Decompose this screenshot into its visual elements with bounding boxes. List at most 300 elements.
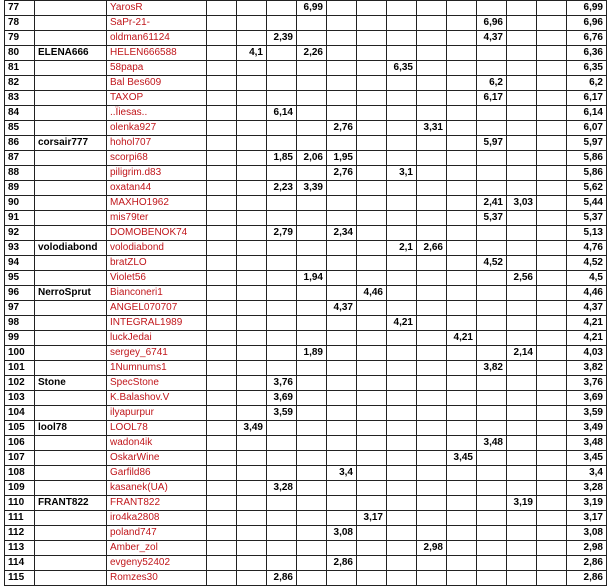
score-cell (477, 556, 507, 571)
score-cell: 3,59 (267, 406, 297, 421)
score-cell (297, 481, 327, 496)
score-cell (327, 76, 357, 91)
score-cell (447, 541, 477, 556)
total-cell: 5,13 (567, 226, 607, 241)
score-cell (387, 226, 417, 241)
player-cell: scorpi68 (107, 151, 207, 166)
score-cell: 4,37 (477, 31, 507, 46)
score-cell (297, 211, 327, 226)
score-cell (327, 481, 357, 496)
rank-cell: 83 (5, 91, 35, 106)
score-cell (387, 541, 417, 556)
score-cell (417, 211, 447, 226)
score-cell (417, 421, 447, 436)
score-cell (537, 256, 567, 271)
score-cell (267, 16, 297, 31)
score-cell (537, 16, 567, 31)
score-cell (447, 436, 477, 451)
score-cell: 6,99 (297, 1, 327, 16)
score-cell (507, 16, 537, 31)
score-cell (297, 451, 327, 466)
score-cell: 3,76 (267, 376, 297, 391)
table-row (5, 1, 607, 16)
score-cell (237, 316, 267, 331)
score-cell (447, 196, 477, 211)
score-cell (327, 346, 357, 361)
score-cell (357, 421, 387, 436)
team-cell (35, 466, 107, 481)
score-cell (237, 196, 267, 211)
team-cell: volodiabond (35, 241, 107, 256)
score-cell (477, 61, 507, 76)
score-cell (387, 91, 417, 106)
score-cell (207, 46, 237, 61)
score-cell (447, 91, 477, 106)
score-cell (507, 556, 537, 571)
score-cell (537, 376, 567, 391)
score-cell (447, 406, 477, 421)
total-cell: 3,76 (567, 376, 607, 391)
score-cell (537, 316, 567, 331)
score-cell (387, 481, 417, 496)
score-cell (417, 16, 447, 31)
table-row (5, 181, 607, 196)
table-row (5, 526, 607, 541)
score-cell (297, 286, 327, 301)
score-cell (477, 391, 507, 406)
score-cell (297, 106, 327, 121)
rank-cell: 88 (5, 166, 35, 181)
rank-cell: 98 (5, 316, 35, 331)
score-cell (327, 361, 357, 376)
table-row (5, 136, 607, 151)
score-cell (297, 571, 327, 586)
score-cell (327, 31, 357, 46)
score-cell (447, 136, 477, 151)
score-cell (417, 466, 447, 481)
score-cell (387, 46, 417, 61)
score-cell (297, 61, 327, 76)
score-cell (207, 301, 237, 316)
score-cell (327, 436, 357, 451)
team-cell (35, 541, 107, 556)
score-cell (477, 1, 507, 16)
score-cell: 2,66 (417, 241, 447, 256)
score-cell (357, 466, 387, 481)
score-cell (417, 331, 447, 346)
rank-cell: 108 (5, 466, 35, 481)
player-cell: MAXHO1962 (107, 196, 207, 211)
table-row (5, 496, 607, 511)
score-cell (357, 91, 387, 106)
score-cell: 6,96 (477, 16, 507, 31)
player-cell: luckJedai (107, 331, 207, 346)
team-cell: ELENA666 (35, 46, 107, 61)
score-cell (417, 76, 447, 91)
score-cell: 2,39 (267, 31, 297, 46)
score-cell (237, 451, 267, 466)
score-cell (447, 391, 477, 406)
score-cell (447, 16, 477, 31)
score-cell (447, 241, 477, 256)
score-cell (507, 61, 537, 76)
score-cell (477, 466, 507, 481)
score-cell (477, 121, 507, 136)
player-cell: 58papa (107, 61, 207, 76)
score-cell (267, 436, 297, 451)
score-cell (327, 286, 357, 301)
score-cell (207, 121, 237, 136)
score-cell (357, 31, 387, 46)
score-cell (357, 316, 387, 331)
table-row (5, 391, 607, 406)
player-cell: LOOL78 (107, 421, 207, 436)
score-cell (447, 361, 477, 376)
table-row (5, 376, 607, 391)
total-cell: 2,98 (567, 541, 607, 556)
player-cell: piligrim.d83 (107, 166, 207, 181)
rank-cell: 105 (5, 421, 35, 436)
player-cell: evgeny52402 (107, 556, 207, 571)
score-cell (507, 286, 537, 301)
score-cell (477, 271, 507, 286)
total-cell: 3,19 (567, 496, 607, 511)
total-cell: 6,14 (567, 106, 607, 121)
score-cell (237, 241, 267, 256)
score-cell (387, 271, 417, 286)
score-cell (267, 301, 297, 316)
score-cell (417, 481, 447, 496)
total-cell: 3,28 (567, 481, 607, 496)
score-cell (297, 196, 327, 211)
ranking-table (4, 0, 607, 586)
score-cell (207, 241, 237, 256)
score-cell (327, 61, 357, 76)
score-cell (537, 406, 567, 421)
score-cell (417, 31, 447, 46)
score-cell (297, 421, 327, 436)
score-cell (267, 451, 297, 466)
score-cell (387, 421, 417, 436)
score-cell (477, 451, 507, 466)
player-cell: poland747 (107, 526, 207, 541)
score-cell: 3,4 (327, 466, 357, 481)
score-cell (207, 16, 237, 31)
score-cell (477, 226, 507, 241)
score-cell (327, 391, 357, 406)
score-cell (387, 571, 417, 586)
score-cell (237, 556, 267, 571)
score-cell (267, 316, 297, 331)
score-cell (537, 541, 567, 556)
player-cell: TAXOP (107, 91, 207, 106)
table-row (5, 106, 607, 121)
score-cell (357, 541, 387, 556)
team-cell (35, 526, 107, 541)
table-row (5, 481, 607, 496)
score-cell (207, 91, 237, 106)
player-cell: wadon4ik (107, 436, 207, 451)
score-cell: 2,41 (477, 196, 507, 211)
score-cell (297, 526, 327, 541)
score-cell (387, 106, 417, 121)
player-cell: SaPr-21- (107, 16, 207, 31)
score-cell (477, 331, 507, 346)
team-cell (35, 481, 107, 496)
score-cell (327, 511, 357, 526)
score-cell (237, 136, 267, 151)
score-cell (507, 46, 537, 61)
table-row (5, 61, 607, 76)
player-cell: 1Numnums1 (107, 361, 207, 376)
player-cell: ..Ïiesas.. (107, 106, 207, 121)
total-cell: 2,86 (567, 571, 607, 586)
table-row (5, 301, 607, 316)
total-cell: 3,08 (567, 526, 607, 541)
score-cell (237, 271, 267, 286)
total-cell: 6,99 (567, 1, 607, 16)
score-cell (477, 526, 507, 541)
score-cell (237, 211, 267, 226)
score-cell (387, 376, 417, 391)
score-cell (417, 571, 447, 586)
score-cell (267, 526, 297, 541)
total-cell: 6,35 (567, 61, 607, 76)
table-body (5, 1, 607, 586)
score-cell (357, 211, 387, 226)
score-cell (417, 91, 447, 106)
score-cell (207, 346, 237, 361)
score-cell (237, 151, 267, 166)
score-cell (447, 211, 477, 226)
score-cell (537, 61, 567, 76)
score-cell (237, 346, 267, 361)
score-cell (207, 556, 237, 571)
score-cell (357, 496, 387, 511)
table-row (5, 271, 607, 286)
score-cell (237, 181, 267, 196)
score-cell: 3,39 (297, 181, 327, 196)
score-cell (417, 556, 447, 571)
player-cell: OskarWine (107, 451, 207, 466)
score-cell (357, 271, 387, 286)
score-cell (477, 46, 507, 61)
score-cell (267, 241, 297, 256)
score-cell (267, 421, 297, 436)
team-cell: corsair777 (35, 136, 107, 151)
team-cell (35, 346, 107, 361)
score-cell (507, 481, 537, 496)
score-cell (357, 331, 387, 346)
team-cell (35, 1, 107, 16)
score-cell (447, 61, 477, 76)
score-cell (357, 76, 387, 91)
score-cell (297, 376, 327, 391)
total-cell: 4,21 (567, 331, 607, 346)
score-cell (207, 376, 237, 391)
table-row (5, 466, 607, 481)
score-cell (417, 346, 447, 361)
score-cell: 3,17 (357, 511, 387, 526)
score-cell: 3,08 (327, 526, 357, 541)
score-cell (537, 331, 567, 346)
score-cell (267, 61, 297, 76)
score-cell (387, 301, 417, 316)
rank-cell: 113 (5, 541, 35, 556)
total-cell: 6,76 (567, 31, 607, 46)
team-cell (35, 91, 107, 106)
score-cell (357, 61, 387, 76)
player-cell: oxatan44 (107, 181, 207, 196)
team-cell (35, 256, 107, 271)
score-cell (507, 511, 537, 526)
rank-cell: 90 (5, 196, 35, 211)
total-cell: 5,86 (567, 151, 607, 166)
score-cell (267, 361, 297, 376)
score-cell: 2,86 (327, 556, 357, 571)
score-cell (297, 541, 327, 556)
score-cell (237, 61, 267, 76)
score-cell (417, 1, 447, 16)
table-row (5, 331, 607, 346)
score-cell (297, 256, 327, 271)
score-cell (297, 391, 327, 406)
score-cell (537, 76, 567, 91)
score-cell (387, 16, 417, 31)
score-cell (477, 421, 507, 436)
score-cell (357, 301, 387, 316)
score-cell (237, 301, 267, 316)
score-cell (297, 361, 327, 376)
score-cell (507, 316, 537, 331)
score-cell (477, 481, 507, 496)
score-cell (477, 301, 507, 316)
player-cell: sergey_6741 (107, 346, 207, 361)
rank-cell: 94 (5, 256, 35, 271)
total-cell: 3,69 (567, 391, 607, 406)
score-cell (357, 436, 387, 451)
score-cell (387, 466, 417, 481)
score-cell (537, 211, 567, 226)
total-cell: 4,52 (567, 256, 607, 271)
score-cell (237, 256, 267, 271)
score-cell (477, 541, 507, 556)
score-cell (387, 526, 417, 541)
score-cell: 2,06 (297, 151, 327, 166)
score-cell (357, 196, 387, 211)
score-cell (507, 226, 537, 241)
score-cell (237, 481, 267, 496)
score-cell (417, 511, 447, 526)
score-cell (507, 1, 537, 16)
rank-cell: 92 (5, 226, 35, 241)
player-cell: ANGEL070707 (107, 301, 207, 316)
score-cell: 2,98 (417, 541, 447, 556)
score-cell (507, 436, 537, 451)
score-cell (537, 301, 567, 316)
score-cell (297, 316, 327, 331)
score-cell (327, 181, 357, 196)
score-cell (327, 571, 357, 586)
score-cell (267, 496, 297, 511)
score-cell (357, 181, 387, 196)
score-cell: 4,46 (357, 286, 387, 301)
score-cell (267, 466, 297, 481)
score-cell (417, 376, 447, 391)
table-row (5, 436, 607, 451)
score-cell (267, 46, 297, 61)
score-cell (537, 91, 567, 106)
rank-cell: 115 (5, 571, 35, 586)
score-cell: 2,56 (507, 271, 537, 286)
rank-cell: 110 (5, 496, 35, 511)
score-cell (387, 511, 417, 526)
player-cell: Bal Bes609 (107, 76, 207, 91)
total-cell: 5,97 (567, 136, 607, 151)
score-cell (357, 391, 387, 406)
score-cell (417, 391, 447, 406)
score-cell (297, 496, 327, 511)
rank-cell: 112 (5, 526, 35, 541)
score-cell (357, 481, 387, 496)
score-cell (507, 256, 537, 271)
score-cell (387, 151, 417, 166)
player-cell: INTEGRAL1989 (107, 316, 207, 331)
score-cell (237, 166, 267, 181)
score-cell (537, 241, 567, 256)
score-cell (537, 436, 567, 451)
score-cell (417, 301, 447, 316)
player-cell: olenka927 (107, 121, 207, 136)
score-cell (297, 121, 327, 136)
total-cell: 3,82 (567, 361, 607, 376)
score-cell (357, 406, 387, 421)
team-cell (35, 121, 107, 136)
rank-cell: 97 (5, 301, 35, 316)
score-cell (387, 1, 417, 16)
score-cell (537, 151, 567, 166)
total-cell: 4,5 (567, 271, 607, 286)
score-cell (207, 316, 237, 331)
score-cell (417, 181, 447, 196)
score-cell: 4,21 (447, 331, 477, 346)
score-cell (357, 46, 387, 61)
team-cell (35, 31, 107, 46)
score-cell (537, 421, 567, 436)
score-cell (207, 496, 237, 511)
team-cell (35, 271, 107, 286)
rank-cell: 81 (5, 61, 35, 76)
score-cell (207, 436, 237, 451)
rank-cell: 89 (5, 181, 35, 196)
score-cell (447, 481, 477, 496)
rank-cell: 96 (5, 286, 35, 301)
player-cell: K.Balashov.V (107, 391, 207, 406)
score-cell (537, 451, 567, 466)
team-cell: NerroSprut (35, 286, 107, 301)
team-cell (35, 436, 107, 451)
score-cell: 2,76 (327, 166, 357, 181)
score-cell (507, 466, 537, 481)
score-cell (507, 526, 537, 541)
score-cell (327, 496, 357, 511)
score-cell: 1,94 (297, 271, 327, 286)
score-cell (207, 286, 237, 301)
score-cell (477, 376, 507, 391)
score-cell (507, 106, 537, 121)
score-cell (267, 556, 297, 571)
score-cell (327, 196, 357, 211)
